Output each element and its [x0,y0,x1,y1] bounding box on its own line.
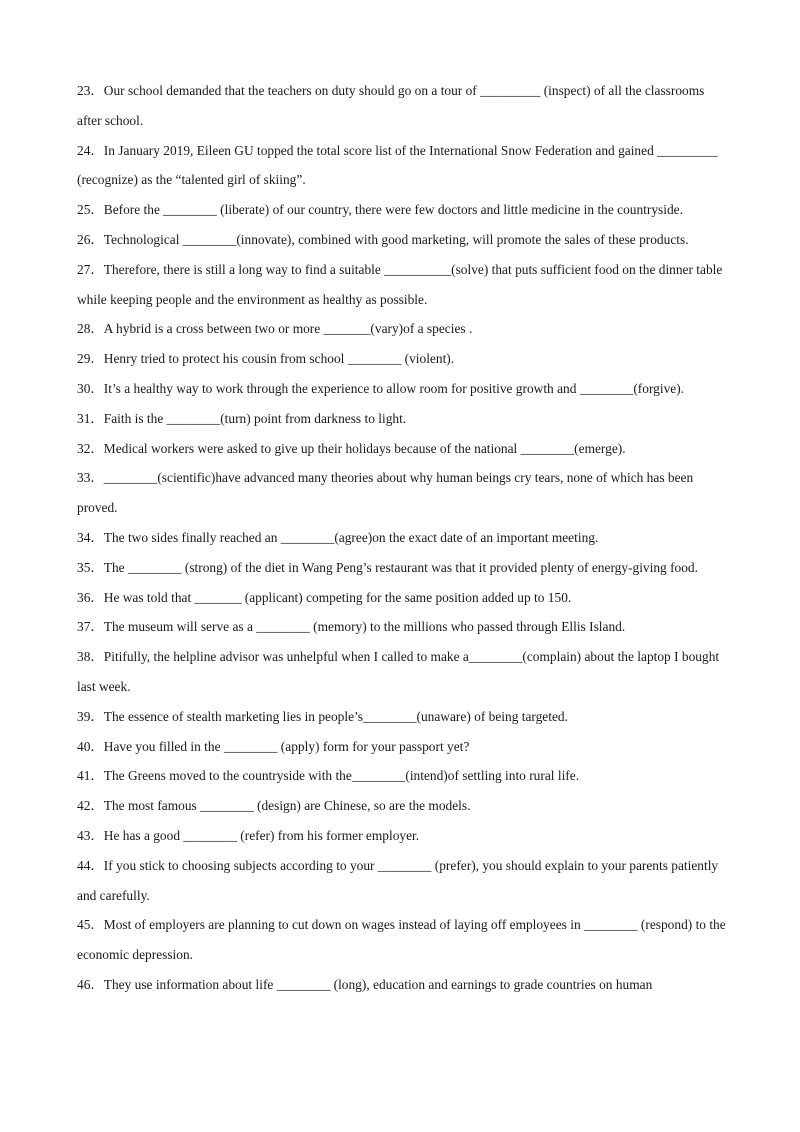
question-30: 30．It’s a healthy way to work through the experience to allow room for positive growth and ________(forgive). [77,380,685,396]
question-43: 43．He has a good ________ (refer) from his former employer. [77,827,420,843]
question-40: 40．Have you filled in the ________ (apply) form for your passport yet? [77,738,470,754]
question-46: 46．They use information about life ________ (long), education and earnings to grade countries on human [77,976,653,992]
question-34: 34．The two sides finally reached an ________(agree)on the exact date of an important meeting. [77,529,599,545]
question-26: 26．Technological ________(innovate), combined with good marketing, will promote the sales of these products. [77,231,689,247]
question-list [77,76,727,1000]
question-24: 24．In January 2019, Eileen GU topped the total score list of the International Snow Federation and gained _________ (recognize) as the “talented girl of skiing”. [77,142,718,188]
question-23: 23．Our school demanded that the teachers on duty should go on a tour of _________ (inspect) of all the classrooms after school. [77,83,705,128]
question-42: 42．The most famous ________ (design) are Chinese, so are the models. [77,798,471,814]
question-41: 41．The Greens moved to the countryside with the________(intend)of settling into rural life. [77,768,580,784]
question-44: 44．If you stick to choosing subjects according to your ________ (prefer), you should explain to your parents patiently and carefully. [77,857,719,903]
question-39: 39．The essence of stealth marketing lies in people’s________(unaware) of being targeted. [77,708,568,724]
question-27: 27．Therefore, there is still a long way to find a suitable __________(solve) that puts sufficient food on the dinner table while keeping people and the environment as healthy as possible. [77,261,723,307]
question-35: 35．The ________ (strong) of the diet in Wang Peng’s restaurant was that it provided plenty of energy-giving food. [77,559,698,575]
question-32: 32．Medical workers were asked to give up their holidays because of the national ________(emerge). [77,440,626,456]
question-29: 29．Henry tried to protect his cousin from school ________ (violent). [77,351,455,367]
question-28: 28．A hybrid is a cross between two or more _______(vary)of a species . [77,321,473,337]
question-36: 36．He was told that _______ (applicant) competing for the same position added up to 150. [77,589,572,605]
question-25: 25．Before the ________ (liberate) of our country, there were few doctors and little medicine in the countryside. [77,202,683,218]
question-37: 37．The museum will serve as a ________ (memory) to the millions who passed through Ellis Island. [77,619,626,635]
question-45: 45．Most of employers are planning to cut down on wages instead of laying off employees in ________ (respond) to the economic depression. [77,917,726,963]
question-33: 33．________(scientific)have advanced many theories about why human beings cry tears, none of which has been proved. [77,470,694,516]
question-31: 31．Faith is the ________(turn) point from darkness to light. [77,410,407,426]
question-38: 38．Pitifully, the helpline advisor was unhelpful when I called to make a________(complain) about the laptop I bought last week. [77,649,720,694]
